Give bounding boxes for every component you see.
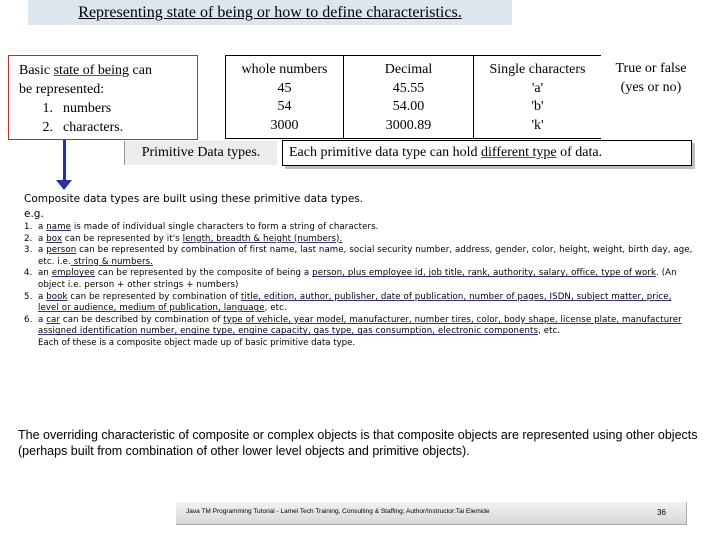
column-header: whole numbers [241,62,328,77]
slide-title: Representing state of being or how to define characteristics. [28,0,512,25]
underlined-term: title, edition, author, publisher, date of publication, number of pages, ISDN, subject matter, price, level or audience, medium of publication, language [38,291,672,314]
composite-eg: e.g. [24,208,44,220]
column-value: 45.55 [392,80,425,96]
state-of-being-term: state of being [53,63,130,78]
underlined-term: length, breadth & height (numbers). [182,233,343,244]
composite-list-item [24,268,694,291]
column-value: 54 [277,99,292,114]
column-value: 3000 [270,117,299,133]
underlined-term: book [46,291,68,302]
basic-line-2: be represented: [19,82,105,97]
list-number: 6. [24,314,33,325]
column-decimal [343,55,473,139]
column-value: (yes or no) [620,79,682,95]
each-primitive-note: Each primitive data type can hold different type of data. [282,140,692,166]
composite-list-item [24,315,694,338]
column-value: 54.00 [392,99,425,114]
underlined-term: car [46,314,61,325]
list-text: , etc. [538,326,561,337]
basic-item: 2. characters. [42,120,124,135]
list-text: a [38,314,47,325]
list-text: a [38,291,47,302]
column-header: Single characters [489,62,586,77]
composite-intro: Composite data types are built using these primitive data types. [24,193,364,205]
page-number: 36 [657,508,666,517]
primitive-data-types-label: Primitive Data types. [124,141,277,165]
arrow-head-icon [56,180,72,190]
column-value: 45 [277,80,292,96]
list-number: 1. [24,222,33,232]
list-number: 3. [24,245,33,256]
list-text: can be represented by combination of [67,291,241,302]
column-value: 'k' [531,117,544,133]
composite-list-item [24,292,694,315]
overriding-paragraph: The overriding characteristic of composite or complex objects is that composite objects are represented using other objects (perhaps built from combination of other lower level objects and primitive objects). [18,428,698,458]
underlined-term: person, plus employee id, job title, rank, authority, salary, office, type of work [312,268,657,279]
list-text: can be represented by combination of first name, last name, social security number, address, gender, color, height, weight, birth day, age, etc. i.e. [38,245,693,267]
list-text: a [38,245,47,256]
list-number: 5. [24,291,33,302]
column-value: 3000.89 [385,117,432,133]
column-true-false [601,55,701,139]
underlined-term: string & numbers. [70,256,154,267]
list-text: is made of individual single characters to form a string of characters. [70,222,379,232]
column-value: 'b' [531,99,544,114]
list-text: . (An object i.e. person + other strings + numbers) [38,268,677,290]
basic-item: 1. numbers [42,101,112,116]
composite-list-item [24,222,694,234]
footer-text: Java TM Programming Tutorial - Lamel Tech Training, Consulting & Staffing; Author/Instructor:Tai Elemide [186,508,490,515]
column-header: Decimal [384,62,433,77]
column-whole-numbers [225,55,343,139]
down-arrow-icon [63,140,66,182]
list-text: can be described by combination of [60,314,224,325]
footer-bar [176,502,687,525]
underlined-term: box [46,233,63,244]
column-value: 'a' [531,80,544,96]
underlined-term: person [46,245,77,256]
composite-section [24,192,694,350]
underlined-term: name [46,222,71,232]
different-type-term: different type [481,145,557,160]
list-number: 2. [24,233,33,244]
basic-line-1: Basic state of being can [19,63,152,78]
composite-list-item [24,245,694,268]
list-text: , etc. [264,303,287,314]
list-text: can be represented by it's [62,233,183,244]
composite-list-item [24,234,694,246]
column-single-characters [473,55,601,139]
column-header: True or false [615,61,687,76]
basic-state-box [8,55,198,140]
list-text: a [38,222,47,232]
list-text: can be represented by the composite of being a [94,268,313,279]
composite-closing: Each of these is a composite object made up of basic primitive data type. [38,337,356,348]
composite-list [24,222,694,338]
list-text: a [38,233,47,244]
list-text: an [38,268,52,279]
underlined-term: employee [51,268,95,279]
underlined-term: type of vehicle, year model, manufacturer, number tires, color, body shape, license plate, manufacturer assigned identification number, engine type, engine capacity, gas type, gas consumption, electronic components [38,314,682,337]
list-number: 4. [24,268,33,279]
